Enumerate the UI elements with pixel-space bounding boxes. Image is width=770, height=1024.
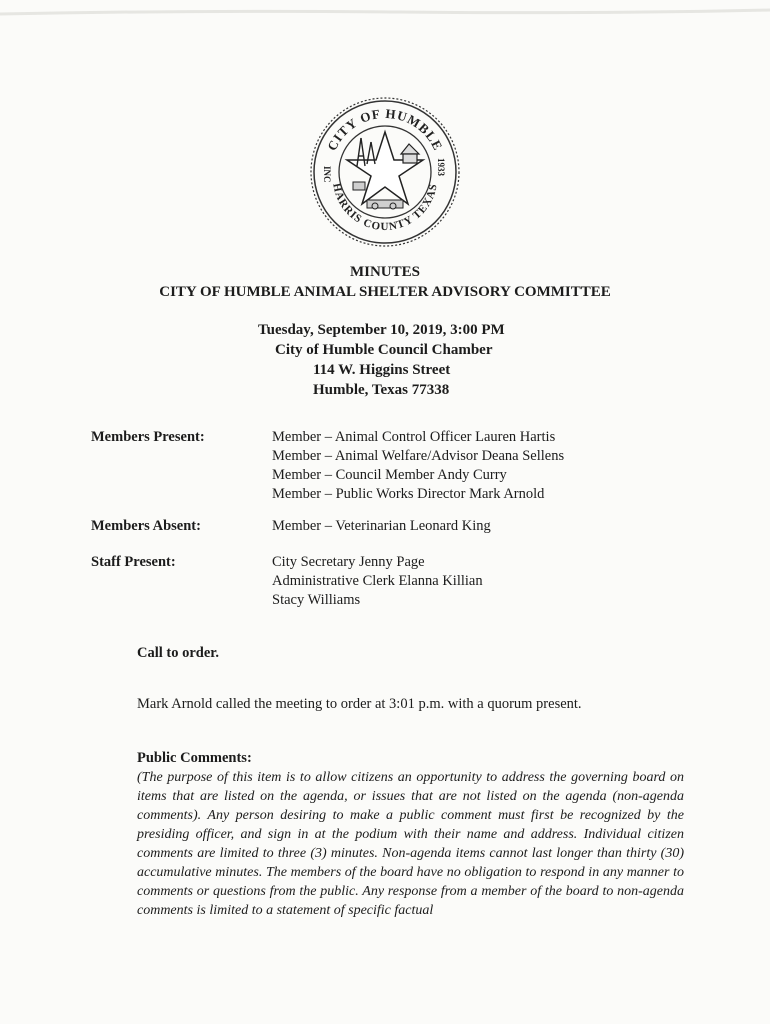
seal-top-text: CITY OF HUMBLE xyxy=(324,105,446,154)
list-item: Member – Public Works Director Mark Arnold xyxy=(272,486,545,502)
staff-present-list xyxy=(272,553,483,610)
members-present-list xyxy=(272,428,564,504)
committee-name: CITY OF HUMBLE ANIMAL SHELTER ADVISORY COMMITTEE xyxy=(159,284,611,300)
list-item: Administrative Clerk Elanna Killian xyxy=(272,573,483,589)
meeting-location: City of Humble Council Chamber xyxy=(275,342,493,358)
seal-bottom-text: HARRIS COUNTY TEXAS xyxy=(330,182,440,234)
list-item: Member – Animal Welfare/Advisor Deana Sellens xyxy=(272,448,565,464)
scan-artifact xyxy=(0,0,770,20)
members-present-label: Members Present: xyxy=(91,429,205,445)
meeting-city: Humble, Texas 77338 xyxy=(313,382,450,398)
staff-present-label: Staff Present: xyxy=(91,554,176,570)
meeting-datetime: Tuesday, September 10, 2019, 3:00 PM xyxy=(258,322,505,338)
members-absent-list xyxy=(272,517,491,536)
members-absent-label: Members Absent: xyxy=(91,518,201,534)
meeting-info xyxy=(258,320,505,400)
call-to-order-text: Mark Arnold called the meeting to order at 3:01 p.m. with a quorum present. xyxy=(137,696,582,712)
seal-left-text: INC xyxy=(322,166,332,183)
list-item: City Secretary Jenny Page xyxy=(272,554,425,570)
call-to-order-heading: Call to order. xyxy=(137,645,220,661)
list-item: Member – Veterinarian Leonard King xyxy=(272,518,491,534)
seal-right-text: 1933 xyxy=(436,158,446,176)
document-title: MINUTES xyxy=(349,264,420,280)
public-comments-heading: Public Comments: xyxy=(137,750,252,766)
list-item: Member – Council Member Andy Curry xyxy=(272,467,507,483)
list-item: Member – Animal Control Officer Lauren Hartis xyxy=(272,429,556,445)
city-seal-logo xyxy=(309,96,461,248)
meeting-street: 114 W. Higgins Street xyxy=(313,362,451,378)
public-comments-text: (The purpose of this item is to allow citizens an opportunity to address the governing board on items that are listed on the agenda, or issues that are not listed on the agenda (non-agenda comments). Any person desiring to make a public comment must first be recognized by the presiding officer, and sign in at the podium with their name and address. Individual citizen comments are limited to three (3) minutes. Non-agenda items cannot last longer than thirty (30) accumulative minutes. The members of the board have no obligation to respond in any manner to comments or questions from the public. Any response from a member of the board to non-agenda comments is limited to a statement of specific factual xyxy=(137,770,684,918)
list-item: Stacy Williams xyxy=(272,592,361,608)
